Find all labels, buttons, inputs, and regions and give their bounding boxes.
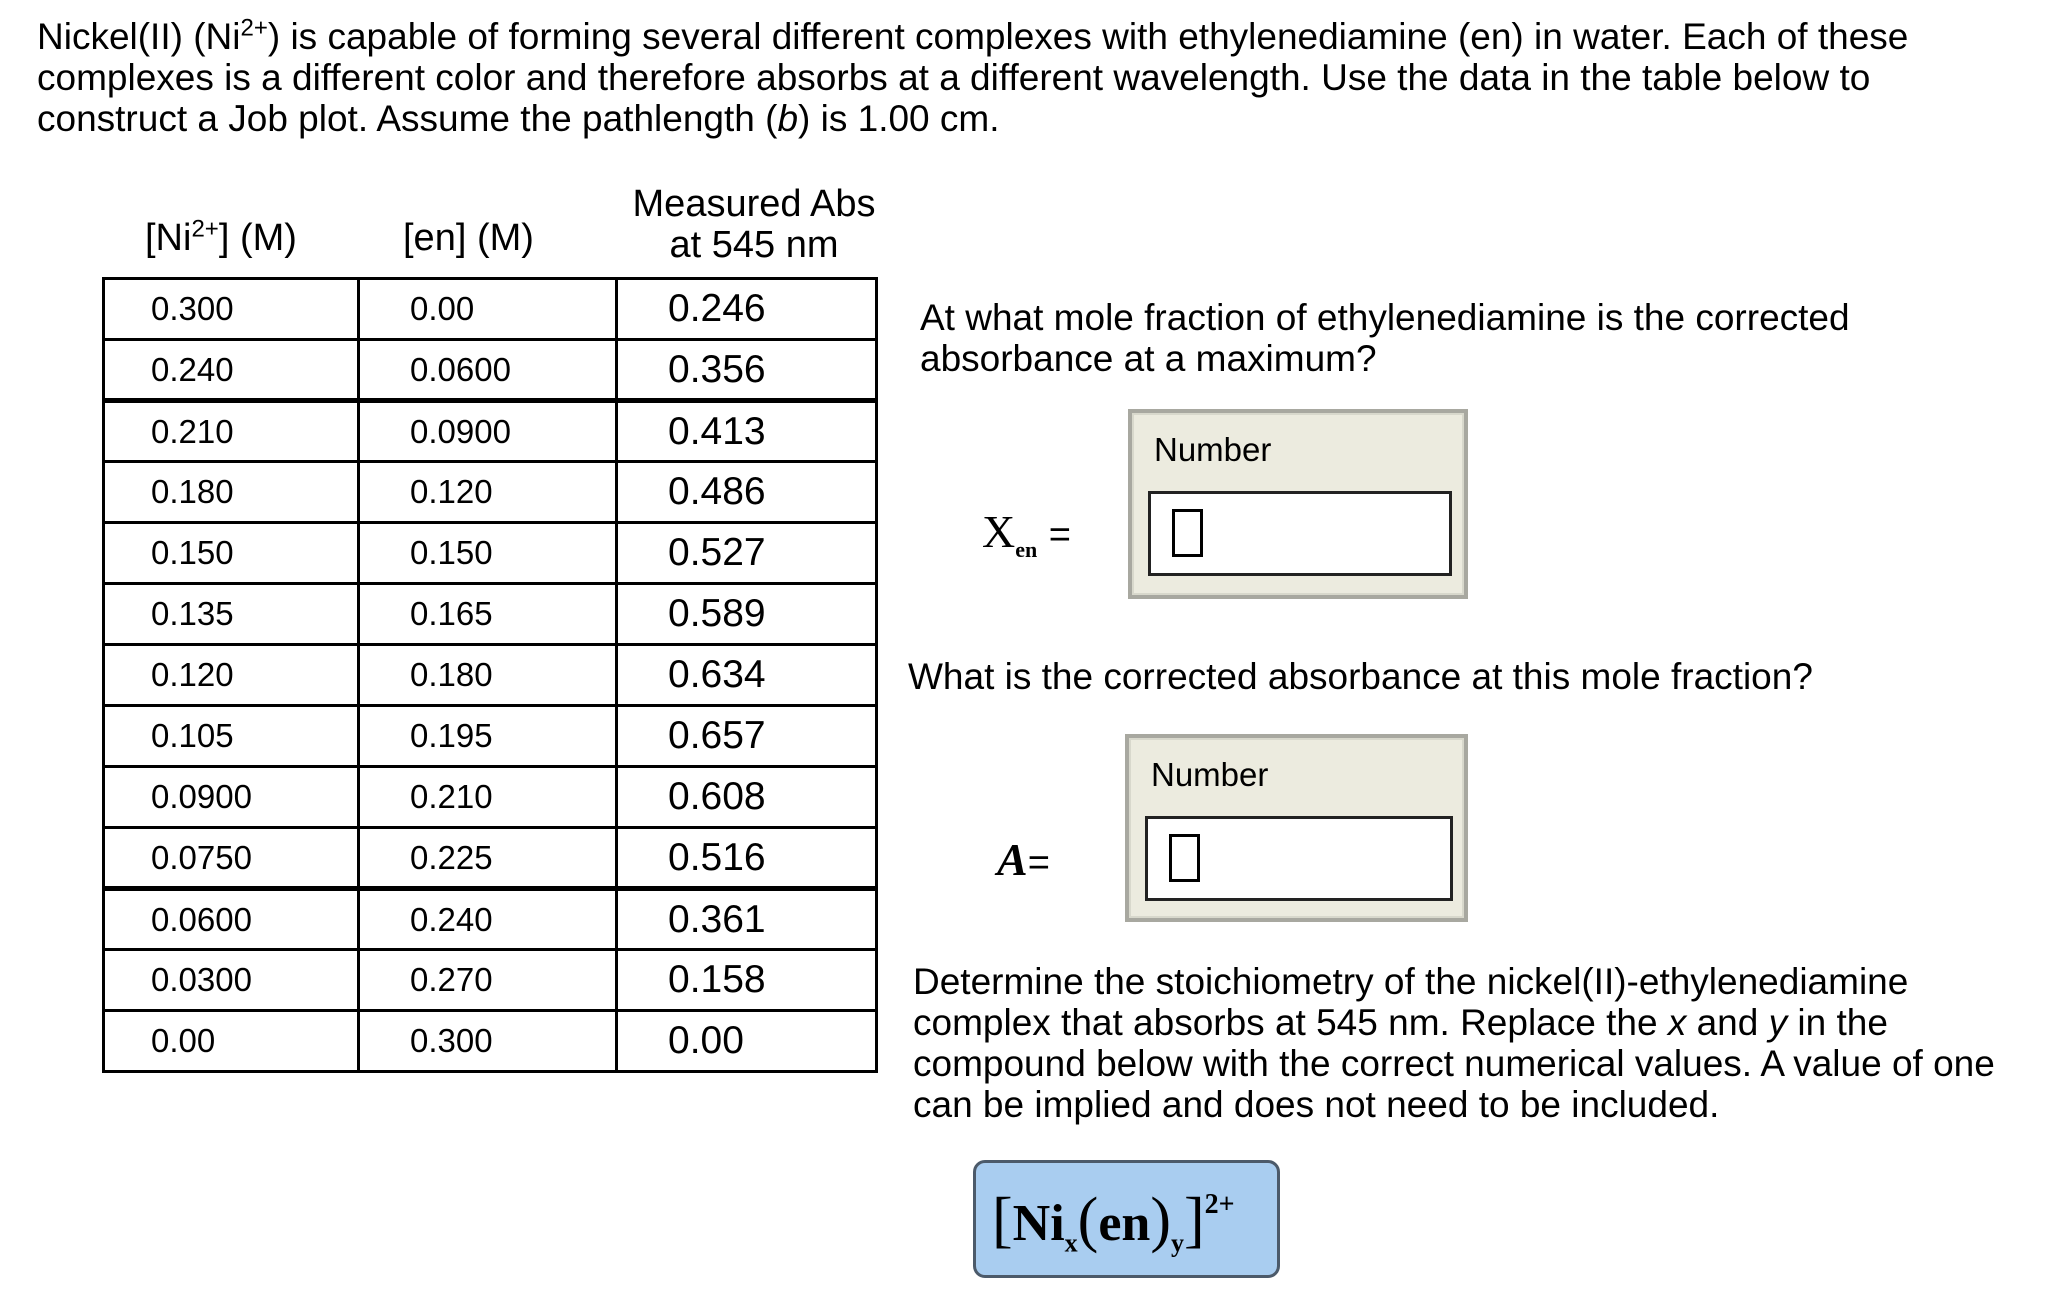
en-concentration-cell: 0.0900 xyxy=(359,401,617,462)
absorbance-cell: 0.158 xyxy=(617,950,877,1011)
number-label: Number xyxy=(1154,431,1272,468)
absorbance-cell: 0.634 xyxy=(617,645,877,706)
question-stoichiometry: Determine the stoichiometry of the nickel(II)-ethylenediamine complex that absorbs at 545 nm. Replace the x and y in the compound below with the correct numerical values. A value of one can be implied and does not need to be included. xyxy=(913,961,1995,1125)
en-concentration-cell: 0.225 xyxy=(359,828,617,889)
en-concentration-cell: 0.150 xyxy=(359,523,617,584)
en-concentration-cell: 0.195 xyxy=(359,706,617,767)
intro-text-2: ) is capable of forming several different complexes with ethylenediamine (en) in water. Each of these complexes is a different color and therefore absorbs at a different wavelength. Use the data in the table below to construct a Job plot. Assume the pathlength ( xyxy=(37,16,1909,139)
table-row xyxy=(104,828,877,889)
en-concentration-cell: 0.300 xyxy=(359,1011,617,1072)
en-concentration-cell: 0.120 xyxy=(359,462,617,523)
en-concentration-cell: 0.270 xyxy=(359,950,617,1011)
en-concentration-cell: 0.240 xyxy=(359,889,617,950)
header-ni-concentration: $[Ni^{2+}]$ (M) xyxy=(145,215,297,259)
en-concentration-cell: 0.165 xyxy=(359,584,617,645)
absorbance-cell: 0.608 xyxy=(617,767,877,828)
en-concentration-cell: 0.0600 xyxy=(359,340,617,401)
intro-text-3: ) is 1.00 cm. xyxy=(798,98,1000,139)
ni-concentration-cell: 0.135 xyxy=(104,584,359,645)
ni-concentration-cell: 0.150 xyxy=(104,523,359,584)
ni-concentration-cell: 0.180 xyxy=(104,462,359,523)
intro-text-1: Nickel(II) (Ni xyxy=(37,16,241,57)
table-row xyxy=(104,523,877,584)
table-row xyxy=(104,645,877,706)
absorbance-cell: 0.527 xyxy=(617,523,877,584)
header-en-concentration: [en] (M) xyxy=(403,217,534,259)
ni-concentration-cell: 0.0600 xyxy=(104,889,359,950)
en-concentration-cell: 0.00 xyxy=(359,279,617,340)
formula-editor-button[interactable] xyxy=(973,1160,1280,1278)
table-row xyxy=(104,706,877,767)
absorbance-cell: 0.486 xyxy=(617,462,877,523)
header-measured-abs: Measured Abs at 545 nm xyxy=(632,183,876,266)
table-row xyxy=(104,1011,877,1072)
ni-concentration-cell: 0.120 xyxy=(104,645,359,706)
absorbance-cell: 0.516 xyxy=(617,828,877,889)
table-row xyxy=(104,401,877,462)
complex-formula: $[Ni_x(en)_y]^{2+}$ xyxy=(992,1186,1235,1258)
absorbance-cell: 0.589 xyxy=(617,584,877,645)
table-row xyxy=(104,279,877,340)
intro-charge: 2+ xyxy=(240,14,268,42)
absorbance-cell: 0.00 xyxy=(617,1011,877,1072)
mole-fraction-input[interactable] xyxy=(1148,491,1452,576)
problem-intro xyxy=(37,16,2007,139)
table-row xyxy=(104,462,877,523)
table-row xyxy=(104,767,877,828)
ni-concentration-cell: 0.105 xyxy=(104,706,359,767)
data-table xyxy=(102,277,878,1073)
en-concentration-cell: 0.180 xyxy=(359,645,617,706)
absorbance-cell: 0.413 xyxy=(617,401,877,462)
mole-fraction-answer-box xyxy=(1128,409,1468,599)
absorbance-cell: 0.361 xyxy=(617,889,877,950)
ni-concentration-cell: 0.210 xyxy=(104,401,359,462)
ni-concentration-cell: 0.0750 xyxy=(104,828,359,889)
ni-concentration-cell: 0.240 xyxy=(104,340,359,401)
question-corrected-absorbance: What is the corrected absorbance at this mole fraction? xyxy=(908,656,1813,697)
absorbance-cell: 0.246 xyxy=(617,279,877,340)
ni-concentration-cell: 0.300 xyxy=(104,279,359,340)
table-row xyxy=(104,340,877,401)
absorbance-cell: 0.657 xyxy=(617,706,877,767)
number-label: Number xyxy=(1151,756,1269,793)
question-mole-fraction: At what mole fraction of ethylenediamine is the corrected absorbance at a maximum? xyxy=(920,297,1850,379)
absorbance-input[interactable] xyxy=(1145,816,1453,901)
table-row xyxy=(104,950,877,1011)
xen-label: $X_{en}$ = xyxy=(982,506,1071,563)
ni-concentration-cell: 0.0900 xyxy=(104,767,359,828)
absorbance-answer-box xyxy=(1125,734,1468,922)
ni-concentration-cell: 0.0300 xyxy=(104,950,359,1011)
table-row xyxy=(104,584,877,645)
intro-pathlength-symbol: b xyxy=(777,98,799,139)
en-concentration-cell: 0.210 xyxy=(359,767,617,828)
ni-concentration-cell: 0.00 xyxy=(104,1011,359,1072)
absorbance-label: A= xyxy=(997,834,1050,885)
table-row xyxy=(104,889,877,950)
absorbance-cell: 0.356 xyxy=(617,340,877,401)
